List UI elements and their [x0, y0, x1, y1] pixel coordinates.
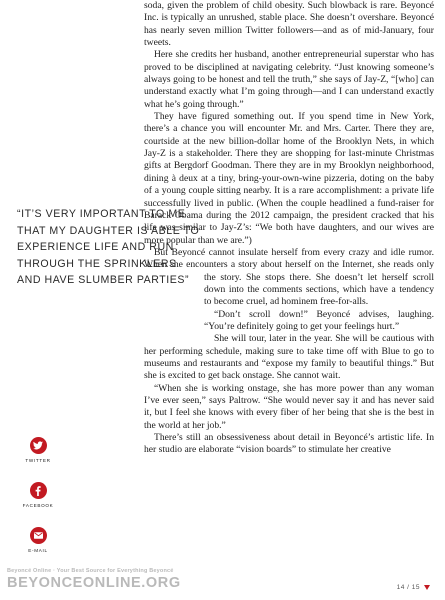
page-number: 14 / 15: [396, 584, 420, 591]
watermark-brand: BEYONCEONLINE.ORG: [7, 575, 181, 591]
article-paragraph: They have figured something out. If you spend time in New York, there’s a chance you will encounter Mr. and Mrs. Carter. There they are, courtside at the new billion-dollar home of the Brooklyn Nets, in which Jay-Z is a stakeholder. There they are shopping for last-minute Christmas gifts at Bergdorf Goodman. There they are in my Brooklyn neighborhood, dining à deux at a tiny, bring-your-own-wine pizzeria, doting on the baby of a young couple sitting nearby. It is a rare accomplishment: a private life successfully lived in public. (When the couple headlined a fund-raiser for Barack Obama during the 2012 campaign, the president cracked that his life was similar to Jay-Z’s: “We both have daughters, and our wives are more popular than we are.”): [144, 111, 434, 246]
article-paragraph: “Don’t scroll down!” Beyoncé advises, laughing. “You’re definitely going to get your feelings hurt.”: [204, 308, 434, 332]
page-down-triangle-icon[interactable]: [424, 585, 430, 590]
share-twitter-button[interactable]: [22, 437, 54, 463]
article-paragraph: But Beyoncé cannot insulate herself from every crazy and idle rumor. When she encounters a story about herself on the Internet, she reads only the story. She stops there. She doesn’t let herself scroll down into the comments sections, which have a tendency to become cruel, ad hominem free-for-alls.: [144, 246, 434, 308]
share-email-button[interactable]: [22, 527, 54, 553]
twitter-label: TWITTER: [25, 458, 51, 463]
article-paragraph: “When she is working onstage, she has more power than any woman I’ve ever seen,” says Paltrow. “She would never say it and has never said it, but I feel she knows with every fiber of her being that she is the best in the world at her job.”: [144, 382, 434, 431]
email-icon: [30, 527, 47, 544]
watermark-tagline: Beyoncé Online · Your Best Source for Everything Beyoncé: [7, 568, 174, 574]
site-watermark: [7, 568, 181, 591]
email-label: E-MAIL: [28, 548, 48, 553]
pull-quote: “IT’S VERY IMPORTANT TO ME THAT MY DAUGHTER IS ABLE TO EXPERIENCE LIFE AND RUN THROUGH THE SPRINKLERS AND HAVE SLUMBER PARTIES”: [17, 208, 200, 287]
article-paragraph: She will tour, later in the year. She will be cautious with her performing schedule, making sure to take time off with Blue to go to museums and restaurants and “expose my family to beautiful things.” But she is excited to get back onstage. She cannot wait.: [144, 333, 434, 382]
article-paragraph: Here she credits her husband, another entrepreneurial superstar who has proved to be disciplined at navigating celebrity. “Just knowing someone’s always going to be honest and tell the truth,” she says of Jay-Z, “[who] can understand exactly what I’m going through—and I can understand exactly what he’s going through.”: [144, 49, 434, 110]
article-paragraph: soda, given the problem of child obesity. Such blowback is rare. Beyoncé Inc. is typically an unrushed, stable place. She doesn’t overshare. Beyoncé has nearly seven million Twitter followers—and as of mid-January, four tweets.: [144, 0, 434, 49]
facebook-label: FACEBOOK: [22, 503, 54, 508]
pullquote-spacer: [144, 282, 204, 341]
share-facebook-button[interactable]: [22, 482, 54, 508]
page-indicator: [397, 584, 430, 591]
article-paragraph: There’s still an obsessiveness about detail in Beyoncé’s artistic life. In her studio are elaborate “vision boards” to stimulate her creative: [144, 432, 434, 456]
twitter-icon: [30, 437, 47, 454]
facebook-icon: [30, 482, 47, 499]
